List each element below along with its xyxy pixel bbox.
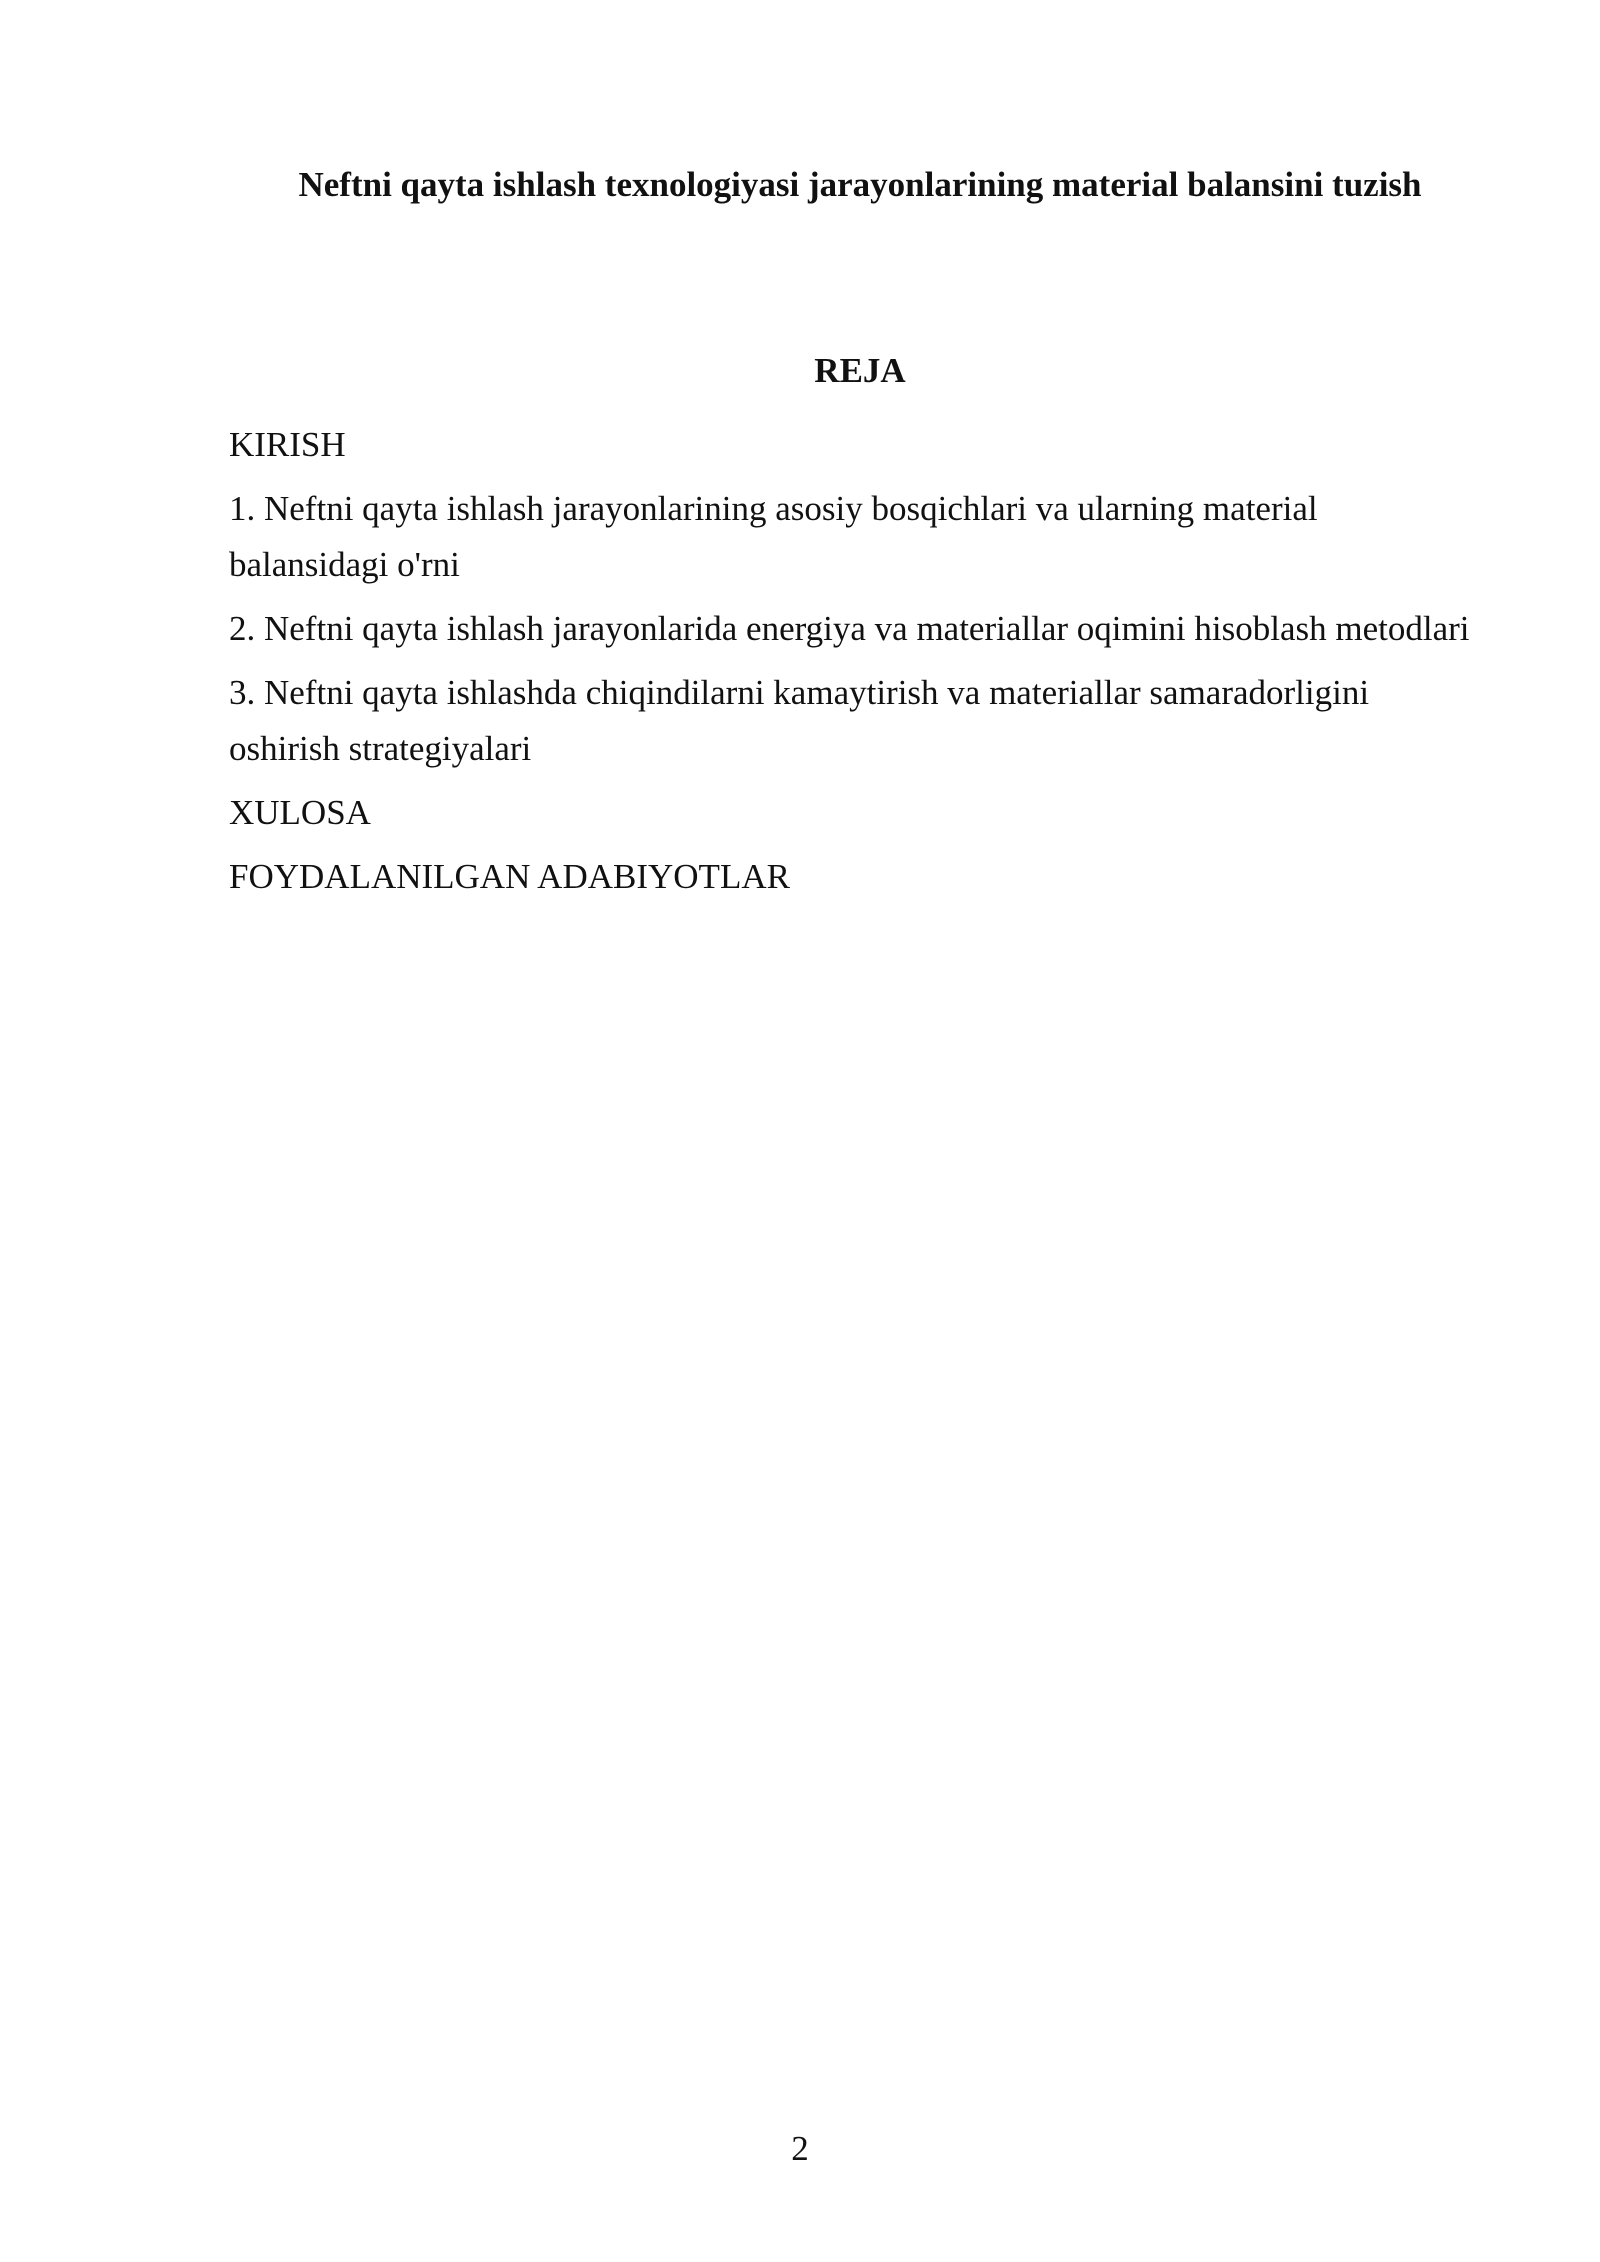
page-number: 2 xyxy=(791,2129,809,2168)
plan-heading: REJA xyxy=(814,351,906,390)
plan-item-conclusion: XULOSA xyxy=(229,793,371,832)
plan-item-3: 3. Neftni qayta ishlashda chiqindilarni kamaytirish va materiallar samaradorligini oshirish strategiyalari xyxy=(229,673,1370,768)
plan-item-references: FOYDALANILGAN ADABIYOTLAR xyxy=(229,857,790,896)
plan-item-introduction: KIRISH xyxy=(229,425,346,464)
plan-item-2: 2. Neftni qayta ishlash jarayonlarida energiya va materiallar oqimini hisoblash metodlari xyxy=(229,609,1470,648)
plan-list xyxy=(229,417,1474,913)
plan-item-1: 1. Neftni qayta ishlash jarayonlarining asosiy bosqichlari va ularning material balansidagi o'rni xyxy=(229,489,1318,584)
document-title: Neftni qayta ishlash texnologiyasi jarayonlarining material balansini tuzish xyxy=(298,165,1422,204)
